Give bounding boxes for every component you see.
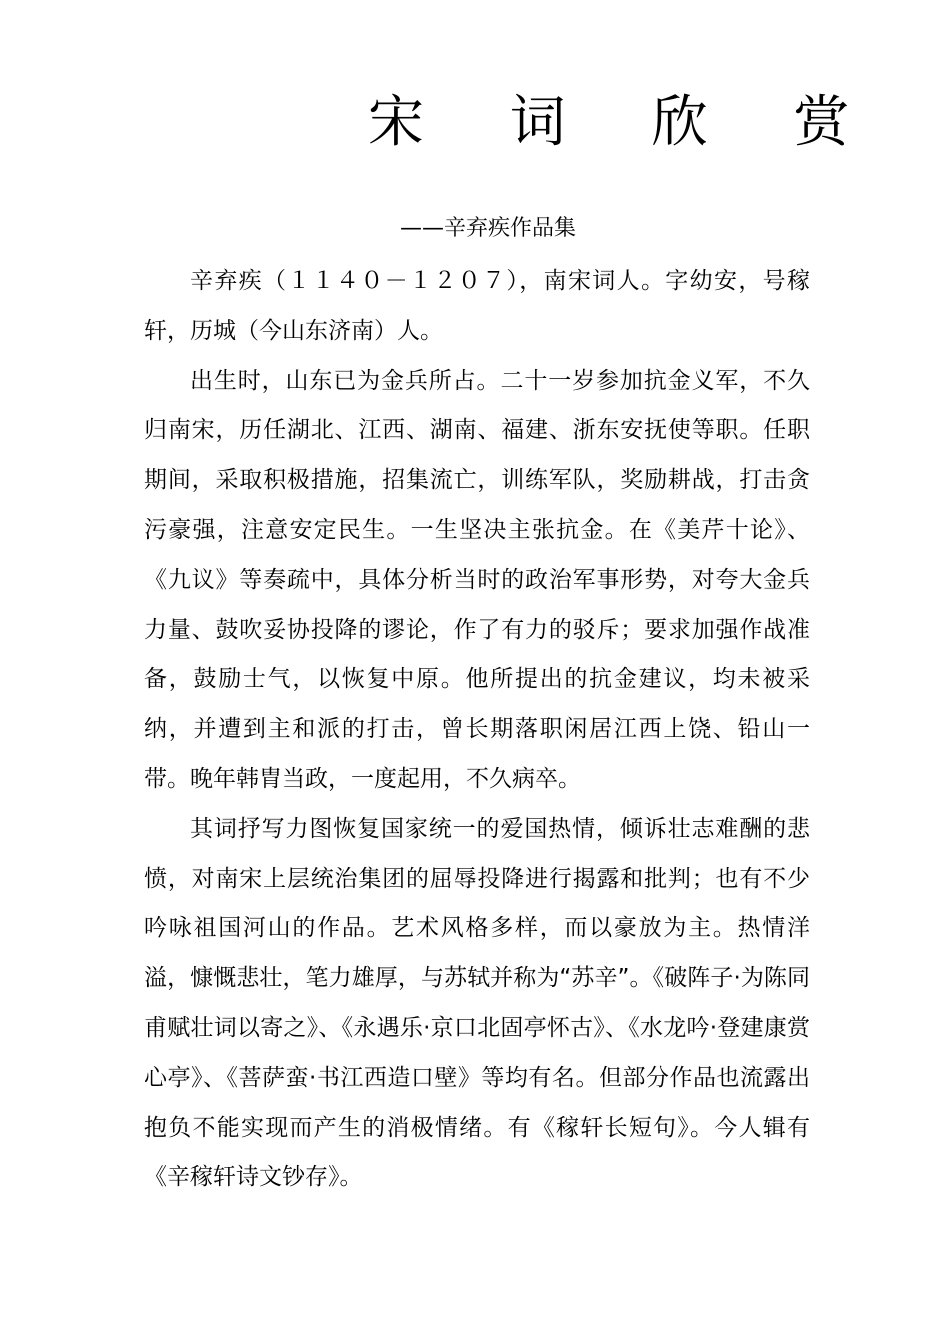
- page-subtitle: ——辛弃疾作品集: [400, 216, 577, 241]
- page-title: 宋 词 欣 赏: [368, 90, 884, 155]
- paragraph-poetry-style: 其词抒写力图恢复国家统一的爱国热情，倾诉壮志难酬的悲愤，对南宋上层统治集团的屈辱投降进行揭露和批判；也有不少吟咏祖国河山的作品。艺术风格多样，而以豪放为主。热情洋溢，慷慨悲壮，笔力雄厚，与苏轼并称为“苏辛”。《破阵子·为陈同甫赋壮词以寄之》、《永遇乐·京口北固亭怀古》、《水龙吟·登建康赏心亭》、《菩萨蛮·书江西造口壁》等均有名。但部分作品也流露出抱负不能实现而产生的消极情绪。有《稼轩长短句》。今人辑有《辛稼轩诗文钞存》。: [144, 815, 810, 1191]
- document-body: [144, 257, 810, 1203]
- paragraph-biography: 辛弃疾（１１４０－１２０７），南宋词人。字幼安，号稼轩，历城（今山东济南）人。: [144, 268, 810, 344]
- paragraph-career: 出生时，山东已为金兵所占。二十一岁参加抗金义军，不久归南宋，历任湖北、江西、湖南、福建、浙东安抚使等职。任职期间，采取积极措施，招集流亡，训练军队，奖励耕战，打击贪污豪强，注意安定民生。一生坚决主张抗金。在《美芹十论》、《九议》等奏疏中，具体分析当时的政治军事形势，对夸大金兵力量、鼓吹妥协投降的谬论，作了有力的驳斥；要求加强作战准备，鼓励士气，以恢复中原。他所提出的抗金建议，均未被采纳，并遭到主和派的打击，曾长期落职闲居江西上饶、铅山一带。晚年韩胄当政，一度起用，不久病卒。: [144, 367, 810, 792]
